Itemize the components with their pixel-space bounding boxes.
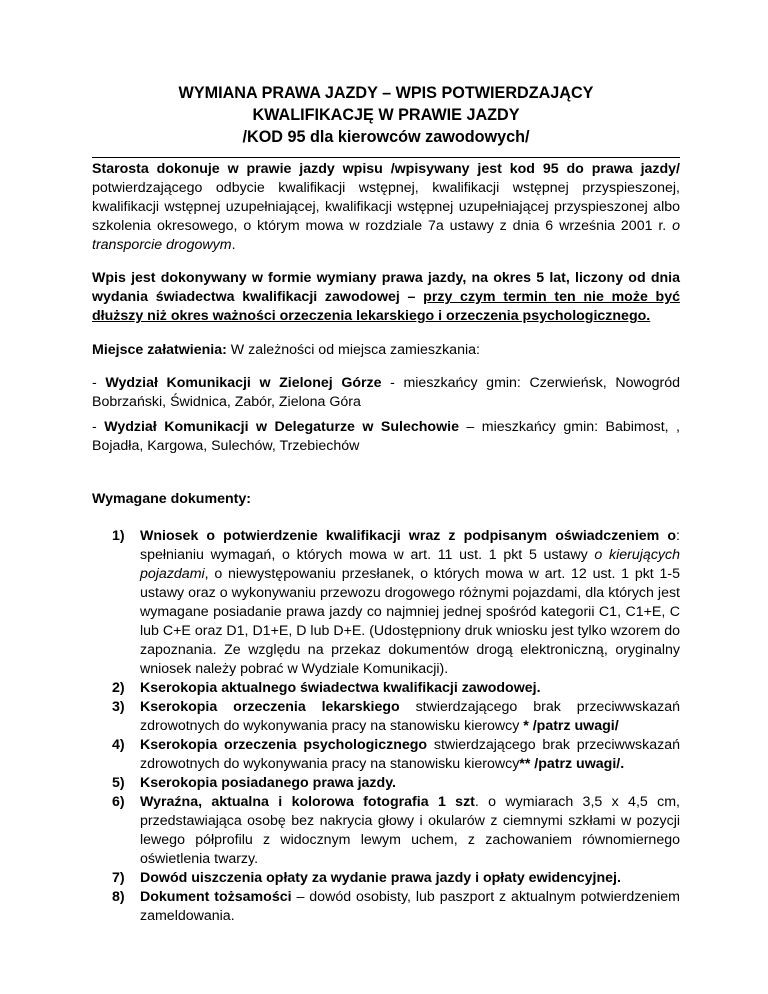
intro-bold: Starosta dokonuje w prawie jazdy wpisu /wpisywany jest kod 95 do prawa jazdy/ xyxy=(92,161,680,177)
document-number: 1) xyxy=(112,528,125,544)
office-1-text: - mieszkańcy gmin: Czerwieńsk, Nowogród Bobrzański, Świdnica, Zabór, Zielona Góra xyxy=(92,375,681,410)
document-bold: Kserokopia orzeczenia lekarskiego xyxy=(140,699,400,715)
office-2-name: Wydział Komunikacji w Delegaturze w Sulechowie xyxy=(104,419,459,435)
entry-paragraph xyxy=(92,269,680,327)
place-text: W zależności od miejsca zamieszkania: xyxy=(226,342,480,358)
document-number: 6) xyxy=(112,794,125,810)
document-number: 3) xyxy=(112,699,125,715)
document-bold-note: * /patrz uwagi/ xyxy=(523,718,619,734)
entry-bold: Wpis jest dokonywany w formie wymiany prawa jazdy, na okres 5 lat, liczony od dnia wydania świadectwa kwalifikacji zawodowej – xyxy=(92,270,680,305)
document-text: stwierdzającego brak przeciwwskazań zdrowotnych do wykonywania pracy na stanowisku kierowcy xyxy=(140,699,680,734)
document-item-1 xyxy=(92,527,680,679)
document-item-6 xyxy=(92,793,680,869)
document-bold-note: ** /patrz uwagi/. xyxy=(519,756,625,772)
document-text: stwierdzającego brak przeciwwskazań zdrowotnych do wykonywania pracy na stanowisku kierowcy xyxy=(140,737,680,772)
title-line-3: /KOD 95 dla kierowców zawodowych/ xyxy=(242,128,530,146)
required-heading: Wymagane dokumenty: xyxy=(92,491,251,507)
document-number: 2) xyxy=(112,680,125,696)
document-bold: Wniosek o potwierdzenie kwalifikacji wraz z podpisanym oświadczeniem o xyxy=(140,528,677,544)
document-bold: Kserokopia orzeczenia psychologicznego xyxy=(140,737,428,753)
document-item-5 xyxy=(92,774,680,793)
office-2-prefix: - xyxy=(92,419,105,435)
intro-text: potwierdzającego odbycie kwalifikacji wstępnej, kwalifikacji wstępnej przyspieszonej, kwalifikacji wstępnej uzupełniającej, kwalifikacji wstępnej uzupełniającej przyspieszonej albo szkolenia okresowego, o którym mowa w rozdziale 7a ustawy z dnia 6 września 2001 r. xyxy=(92,180,680,234)
document-number: 8) xyxy=(112,889,125,905)
document-italic: o kierujących pojazdami xyxy=(140,547,680,582)
office-1-name: Wydział Komunikacji w Zielonej Górze xyxy=(105,375,382,391)
document-bold: Wyraźna, aktualna i kolorowa fotografia 1 szt xyxy=(140,794,475,810)
document-item-3 xyxy=(92,698,680,736)
place-paragraph xyxy=(92,341,680,360)
title-line-2: KWALIFIKACJĘ W PRAWIE JAZDY xyxy=(252,106,520,124)
document-item-2 xyxy=(92,679,680,698)
office-2-paragraph xyxy=(92,418,680,456)
document-bold: Kserokopia aktualnego świadectwa kwalifikacji zawodowej. xyxy=(140,680,541,696)
document-number: 5) xyxy=(112,775,125,791)
document-bold: Dokument tożsamości xyxy=(140,889,292,905)
document-text: , o niewystępowaniu przesłanek, o których mowa w art. 12 ust. 1 pkt 1-5 ustawy oraz o wykonywaniu przewozu drogowego różnymi pojazdami, dla których jest wymagane posiadanie prawa jazdy co najmniej jednej spośród kategorii C1, C1+E, C lub C+E oraz D1, D1+E, D lub D+E. (Udostępniony druk wniosku jest tylko wzorem do zapoznania. Ze względu na przekaz dokumentów drogą elektroniczną, oryginalny wniosek należy pobrać w Wydziale Komunikacji). xyxy=(140,566,680,677)
document-item-8 xyxy=(92,888,680,926)
office-2-text: – mieszkańcy gmin: Babimost, , Bojadła, Kargowa, Sulechów, Trzebiechów xyxy=(92,419,680,454)
document-text: . o wymiarach 3,5 x 4,5 cm, przedstawiająca osobę bez nakrycia głowy i okularów z ciemnymi szkłami w pozycji lewego półprofilu z widocznym lewym uchem, z zachowaniem równomiernego oświetlenia twarzy. xyxy=(140,794,680,867)
document-text: : spełnianiu wymagań, o których mowa w art. 11 ust. 1 pkt 5 ustawy xyxy=(140,528,680,563)
document-number: 7) xyxy=(112,870,125,886)
intro-italic: o transporcie drogowym xyxy=(92,218,680,253)
document-bold: Kserokopia posiadanego prawa jazdy. xyxy=(140,775,396,791)
document-bold: Dowód uiszczenia opłaty za wydanie prawa jazdy i opłaty ewidencyjnej. xyxy=(140,870,621,886)
office-1-prefix: - xyxy=(92,375,106,391)
document-text: – dowód osobisty, lub paszport z aktualnym potwierdzeniem zameldowania. xyxy=(140,889,680,924)
document-item-4 xyxy=(92,736,680,774)
document-item-7 xyxy=(92,869,680,888)
documents-list xyxy=(92,527,680,926)
document-page xyxy=(92,82,680,926)
entry-underlined: przy czym termin ten nie może być dłuższy niż okres ważności orzeczenia lekarskiego i orzeczenia psychologicznego. xyxy=(92,289,680,324)
office-1-paragraph xyxy=(92,374,680,412)
intro-paragraph xyxy=(92,157,680,255)
document-number: 4) xyxy=(112,737,125,753)
document-title xyxy=(92,82,680,148)
place-label: Miejsce załatwienia: xyxy=(92,342,227,358)
intro-end: . xyxy=(231,237,236,253)
title-line-1: WYMIANA PRAWA JAZDY – WPIS POTWIERDZAJĄCY xyxy=(178,84,594,102)
